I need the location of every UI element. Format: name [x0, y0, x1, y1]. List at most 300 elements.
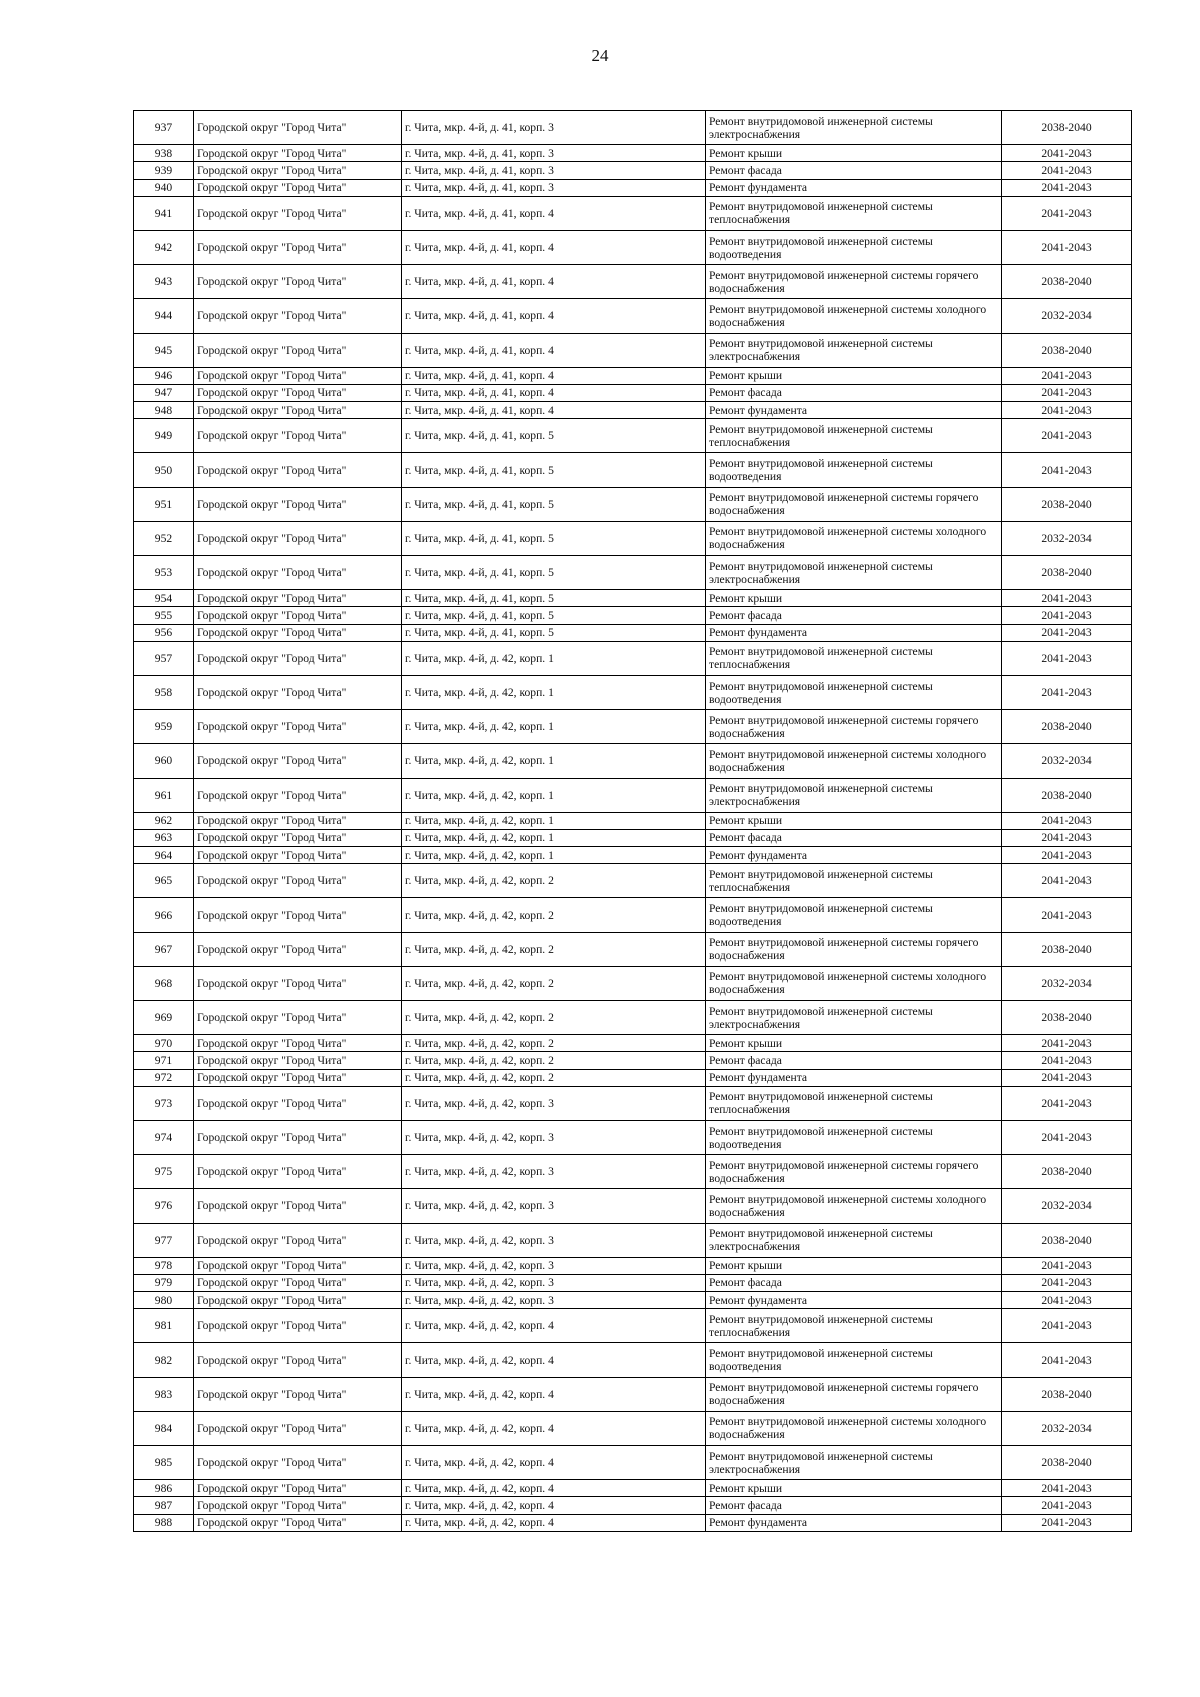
municipality-cell: Городской округ "Город Чита" [194, 1035, 402, 1052]
work-type-cell: Ремонт фасада [706, 162, 1002, 179]
address-cell: г. Чита, мкр. 4-й, д. 42, корп. 4 [402, 1480, 706, 1497]
work-type-cell: Ремонт внутридомовой инженерной системы электроснабжения [706, 1223, 1002, 1257]
municipality-cell: Городской округ "Город Чита" [194, 1120, 402, 1154]
municipality-cell: Городской округ "Город Чита" [194, 556, 402, 590]
table-row [134, 1001, 1132, 1035]
row-number-cell: 981 [134, 1309, 194, 1343]
address-cell: г. Чита, мкр. 4-й, д. 42, корп. 1 [402, 675, 706, 709]
address-cell: г. Чита, мкр. 4-й, д. 41, корп. 5 [402, 607, 706, 624]
period-cell: 2032-2034 [1002, 299, 1132, 333]
address-cell: г. Чита, мкр. 4-й, д. 41, корп. 4 [402, 265, 706, 299]
period-cell: 2038-2040 [1002, 333, 1132, 367]
row-number-cell: 964 [134, 847, 194, 864]
work-type-cell: Ремонт внутридомовой инженерной системы электроснабжения [706, 333, 1002, 367]
municipality-cell: Городской округ "Город Чита" [194, 812, 402, 829]
period-cell: 2038-2040 [1002, 1223, 1132, 1257]
table-row [134, 162, 1132, 179]
row-number-cell: 969 [134, 1001, 194, 1035]
period-cell: 2038-2040 [1002, 487, 1132, 521]
work-type-cell: Ремонт крыши [706, 1480, 1002, 1497]
municipality-cell: Городской округ "Город Чита" [194, 367, 402, 384]
work-type-cell: Ремонт фасада [706, 1052, 1002, 1069]
work-type-cell: Ремонт внутридомовой инженерной системы холодного водоснабжения [706, 299, 1002, 333]
address-cell: г. Чита, мкр. 4-й, д. 42, корп. 1 [402, 744, 706, 778]
work-type-cell: Ремонт внутридомовой инженерной системы теплоснабжения [706, 1309, 1002, 1343]
row-number-cell: 980 [134, 1292, 194, 1309]
work-type-cell: Ремонт фасада [706, 607, 1002, 624]
period-cell: 2038-2040 [1002, 1377, 1132, 1411]
table-row [134, 778, 1132, 812]
period-cell: 2041-2043 [1002, 1497, 1132, 1514]
period-cell: 2041-2043 [1002, 1343, 1132, 1377]
address-cell: г. Чита, мкр. 4-й, д. 42, корп. 4 [402, 1377, 706, 1411]
address-cell: г. Чита, мкр. 4-й, д. 42, корп. 2 [402, 864, 706, 898]
work-type-cell: Ремонт внутридомовой инженерной системы водоотведения [706, 230, 1002, 264]
row-number-cell: 970 [134, 1035, 194, 1052]
municipality-cell: Городской округ "Город Чита" [194, 1086, 402, 1120]
period-cell: 2038-2040 [1002, 710, 1132, 744]
municipality-cell: Городской округ "Город Чита" [194, 1411, 402, 1445]
address-cell: г. Чита, мкр. 4-й, д. 42, корп. 4 [402, 1514, 706, 1531]
period-cell: 2041-2043 [1002, 367, 1132, 384]
period-cell: 2038-2040 [1002, 1155, 1132, 1189]
table-row [134, 932, 1132, 966]
work-type-cell: Ремонт внутридомовой инженерной системы теплоснабжения [706, 864, 1002, 898]
municipality-cell: Городской округ "Город Чита" [194, 265, 402, 299]
period-cell: 2041-2043 [1002, 864, 1132, 898]
table-row [134, 333, 1132, 367]
period-cell: 2041-2043 [1002, 1035, 1132, 1052]
page-number: 24 [591, 46, 609, 65]
row-number-cell: 977 [134, 1223, 194, 1257]
row-number-cell: 938 [134, 145, 194, 162]
address-cell: г. Чита, мкр. 4-й, д. 41, корп. 4 [402, 384, 706, 401]
table-row [134, 1155, 1132, 1189]
row-number-cell: 983 [134, 1377, 194, 1411]
address-cell: г. Чита, мкр. 4-й, д. 41, корп. 5 [402, 453, 706, 487]
row-number-cell: 988 [134, 1514, 194, 1531]
address-cell: г. Чита, мкр. 4-й, д. 42, корп. 1 [402, 812, 706, 829]
table-row [134, 1309, 1132, 1343]
municipality-cell: Городской округ "Город Чита" [194, 1309, 402, 1343]
work-type-cell: Ремонт внутридомовой инженерной системы холодного водоснабжения [706, 744, 1002, 778]
table-row [134, 590, 1132, 607]
work-type-cell: Ремонт внутридомовой инженерной системы водоотведения [706, 898, 1002, 932]
table-row [134, 1497, 1132, 1514]
address-cell: г. Чита, мкр. 4-й, д. 42, корп. 3 [402, 1292, 706, 1309]
address-cell: г. Чита, мкр. 4-й, д. 42, корп. 3 [402, 1120, 706, 1154]
period-cell: 2038-2040 [1002, 556, 1132, 590]
period-cell: 2032-2034 [1002, 966, 1132, 1000]
address-cell: г. Чита, мкр. 4-й, д. 42, корп. 1 [402, 829, 706, 846]
table-row [134, 829, 1132, 846]
work-type-cell: Ремонт внутридомовой инженерной системы горячего водоснабжения [706, 487, 1002, 521]
row-number-cell: 955 [134, 607, 194, 624]
work-type-cell: Ремонт внутридомовой инженерной системы холодного водоснабжения [706, 1411, 1002, 1445]
period-cell: 2041-2043 [1002, 162, 1132, 179]
table-row [134, 1120, 1132, 1154]
address-cell: г. Чита, мкр. 4-й, д. 42, корп. 2 [402, 1035, 706, 1052]
row-number-cell: 956 [134, 624, 194, 641]
work-type-cell: Ремонт внутридомовой инженерной системы электроснабжения [706, 111, 1002, 145]
period-cell: 2041-2043 [1002, 453, 1132, 487]
row-number-cell: 963 [134, 829, 194, 846]
period-cell: 2041-2043 [1002, 641, 1132, 675]
table-row [134, 111, 1132, 145]
work-type-cell: Ремонт внутридомовой инженерной системы водоотведения [706, 675, 1002, 709]
address-cell: г. Чита, мкр. 4-й, д. 42, корп. 1 [402, 847, 706, 864]
municipality-cell: Городской округ "Город Чита" [194, 402, 402, 419]
municipality-cell: Городской округ "Город Чита" [194, 487, 402, 521]
municipality-cell: Городской округ "Город Чита" [194, 1189, 402, 1223]
period-cell: 2041-2043 [1002, 1120, 1132, 1154]
period-cell: 2041-2043 [1002, 624, 1132, 641]
table-row [134, 384, 1132, 401]
address-cell: г. Чита, мкр. 4-й, д. 41, корп. 4 [402, 299, 706, 333]
work-type-cell: Ремонт крыши [706, 1035, 1002, 1052]
work-type-cell: Ремонт внутридомовой инженерной системы электроснабжения [706, 1446, 1002, 1480]
address-cell: г. Чита, мкр. 4-й, д. 41, корп. 5 [402, 487, 706, 521]
table-row [134, 521, 1132, 555]
municipality-cell: Городской округ "Город Чита" [194, 1446, 402, 1480]
address-cell: г. Чита, мкр. 4-й, д. 42, корп. 4 [402, 1497, 706, 1514]
work-type-cell: Ремонт фундамента [706, 624, 1002, 641]
work-type-cell: Ремонт внутридомовой инженерной системы электроснабжения [706, 556, 1002, 590]
table-body [134, 111, 1132, 1532]
municipality-cell: Городской округ "Город Чита" [194, 641, 402, 675]
table-row [134, 265, 1132, 299]
municipality-cell: Городской округ "Город Чита" [194, 1292, 402, 1309]
row-number-cell: 979 [134, 1274, 194, 1291]
row-number-cell: 967 [134, 932, 194, 966]
table-row [134, 641, 1132, 675]
row-number-cell: 966 [134, 898, 194, 932]
municipality-cell: Городской округ "Город Чита" [194, 521, 402, 555]
row-number-cell: 974 [134, 1120, 194, 1154]
address-cell: г. Чита, мкр. 4-й, д. 41, корп. 5 [402, 521, 706, 555]
address-cell: г. Чита, мкр. 4-й, д. 42, корп. 2 [402, 1001, 706, 1035]
table-row [134, 1514, 1132, 1531]
repair-schedule-table [133, 110, 1132, 1532]
municipality-cell: Городской округ "Город Чита" [194, 966, 402, 1000]
table-row [134, 299, 1132, 333]
address-cell: г. Чита, мкр. 4-й, д. 41, корп. 3 [402, 179, 706, 196]
address-cell: г. Чита, мкр. 4-й, д. 42, корп. 2 [402, 1069, 706, 1086]
period-cell: 2041-2043 [1002, 1480, 1132, 1497]
row-number-cell: 976 [134, 1189, 194, 1223]
address-cell: г. Чита, мкр. 4-й, д. 41, корп. 4 [402, 333, 706, 367]
period-cell: 2041-2043 [1002, 590, 1132, 607]
address-cell: г. Чита, мкр. 4-й, д. 41, корп. 5 [402, 556, 706, 590]
work-type-cell: Ремонт внутридомовой инженерной системы водоотведения [706, 453, 1002, 487]
table-row [134, 1292, 1132, 1309]
work-type-cell: Ремонт фундамента [706, 847, 1002, 864]
table-row [134, 710, 1132, 744]
table-row [134, 402, 1132, 419]
period-cell: 2038-2040 [1002, 111, 1132, 145]
row-number-cell: 939 [134, 162, 194, 179]
municipality-cell: Городской округ "Город Чита" [194, 1155, 402, 1189]
table-row [134, 453, 1132, 487]
table-row [134, 1446, 1132, 1480]
municipality-cell: Городской округ "Город Чита" [194, 1377, 402, 1411]
municipality-cell: Городской округ "Город Чита" [194, 624, 402, 641]
work-type-cell: Ремонт внутридомовой инженерной системы водоотведения [706, 1343, 1002, 1377]
table-row [134, 1069, 1132, 1086]
period-cell: 2041-2043 [1002, 179, 1132, 196]
row-number-cell: 960 [134, 744, 194, 778]
address-cell: г. Чита, мкр. 4-й, д. 42, корп. 2 [402, 1052, 706, 1069]
address-cell: г. Чита, мкр. 4-й, д. 41, корп. 4 [402, 230, 706, 264]
municipality-cell: Городской округ "Город Чита" [194, 453, 402, 487]
municipality-cell: Городской округ "Город Чита" [194, 145, 402, 162]
municipality-cell: Городской округ "Город Чита" [194, 1223, 402, 1257]
address-cell: г. Чита, мкр. 4-й, д. 42, корп. 3 [402, 1223, 706, 1257]
municipality-cell: Городской округ "Город Чита" [194, 1001, 402, 1035]
work-type-cell: Ремонт внутридомовой инженерной системы горячего водоснабжения [706, 265, 1002, 299]
municipality-cell: Городской округ "Город Чита" [194, 333, 402, 367]
work-type-cell: Ремонт крыши [706, 1257, 1002, 1274]
municipality-cell: Городской округ "Город Чита" [194, 162, 402, 179]
period-cell: 2038-2040 [1002, 932, 1132, 966]
row-number-cell: 975 [134, 1155, 194, 1189]
municipality-cell: Городской округ "Город Чита" [194, 1514, 402, 1531]
municipality-cell: Городской округ "Город Чита" [194, 710, 402, 744]
work-type-cell: Ремонт внутридомовой инженерной системы электроснабжения [706, 1001, 1002, 1035]
table-row [134, 1052, 1132, 1069]
address-cell: г. Чита, мкр. 4-й, д. 42, корп. 4 [402, 1446, 706, 1480]
table-row [134, 230, 1132, 264]
address-cell: г. Чита, мкр. 4-й, д. 42, корп. 2 [402, 898, 706, 932]
address-cell: г. Чита, мкр. 4-й, д. 42, корп. 3 [402, 1189, 706, 1223]
work-type-cell: Ремонт внутридомовой инженерной системы горячего водоснабжения [706, 932, 1002, 966]
row-number-cell: 941 [134, 196, 194, 230]
work-type-cell: Ремонт внутридомовой инженерной системы горячего водоснабжения [706, 710, 1002, 744]
period-cell: 2041-2043 [1002, 1274, 1132, 1291]
address-cell: г. Чита, мкр. 4-й, д. 41, корп. 5 [402, 419, 706, 453]
row-number-cell: 951 [134, 487, 194, 521]
municipality-cell: Городской округ "Город Чита" [194, 230, 402, 264]
work-type-cell: Ремонт фасада [706, 1497, 1002, 1514]
row-number-cell: 953 [134, 556, 194, 590]
period-cell: 2041-2043 [1002, 384, 1132, 401]
work-type-cell: Ремонт крыши [706, 367, 1002, 384]
period-cell: 2032-2034 [1002, 1189, 1132, 1223]
address-cell: г. Чита, мкр. 4-й, д. 41, корп. 4 [402, 196, 706, 230]
work-type-cell: Ремонт фундамента [706, 1292, 1002, 1309]
row-number-cell: 961 [134, 778, 194, 812]
period-cell: 2041-2043 [1002, 607, 1132, 624]
period-cell: 2032-2034 [1002, 1411, 1132, 1445]
table-row [134, 145, 1132, 162]
work-type-cell: Ремонт фундамента [706, 1069, 1002, 1086]
period-cell: 2041-2043 [1002, 196, 1132, 230]
row-number-cell: 949 [134, 419, 194, 453]
work-type-cell: Ремонт внутридомовой инженерной системы горячего водоснабжения [706, 1377, 1002, 1411]
period-cell: 2038-2040 [1002, 1446, 1132, 1480]
row-number-cell: 987 [134, 1497, 194, 1514]
work-type-cell: Ремонт внутридомовой инженерной системы холодного водоснабжения [706, 521, 1002, 555]
period-cell: 2041-2043 [1002, 1292, 1132, 1309]
work-type-cell: Ремонт внутридомовой инженерной системы горячего водоснабжения [706, 1155, 1002, 1189]
address-cell: г. Чита, мкр. 4-й, д. 42, корп. 3 [402, 1257, 706, 1274]
row-number-cell: 947 [134, 384, 194, 401]
row-number-cell: 954 [134, 590, 194, 607]
work-type-cell: Ремонт внутридомовой инженерной системы электроснабжения [706, 778, 1002, 812]
period-cell: 2032-2034 [1002, 744, 1132, 778]
period-cell: 2041-2043 [1002, 812, 1132, 829]
table-row [134, 487, 1132, 521]
table-row [134, 624, 1132, 641]
table-row [134, 675, 1132, 709]
period-cell: 2041-2043 [1002, 145, 1132, 162]
table-row [134, 367, 1132, 384]
table-row [134, 179, 1132, 196]
address-cell: г. Чита, мкр. 4-й, д. 42, корп. 4 [402, 1411, 706, 1445]
municipality-cell: Городской округ "Город Чита" [194, 778, 402, 812]
work-type-cell: Ремонт внутридомовой инженерной системы водоотведения [706, 1120, 1002, 1154]
municipality-cell: Городской округ "Город Чита" [194, 299, 402, 333]
address-cell: г. Чита, мкр. 4-й, д. 42, корп. 1 [402, 641, 706, 675]
row-number-cell: 972 [134, 1069, 194, 1086]
table-row [134, 898, 1132, 932]
work-type-cell: Ремонт внутридомовой инженерной системы теплоснабжения [706, 196, 1002, 230]
row-number-cell: 942 [134, 230, 194, 264]
work-type-cell: Ремонт фасада [706, 384, 1002, 401]
work-type-cell: Ремонт внутридомовой инженерной системы холодного водоснабжения [706, 966, 1002, 1000]
table-row [134, 744, 1132, 778]
table-row [134, 556, 1132, 590]
table-row [134, 1480, 1132, 1497]
period-cell: 2041-2043 [1002, 1309, 1132, 1343]
row-number-cell: 952 [134, 521, 194, 555]
period-cell: 2041-2043 [1002, 675, 1132, 709]
period-cell: 2041-2043 [1002, 1086, 1132, 1120]
municipality-cell: Городской округ "Город Чита" [194, 179, 402, 196]
work-type-cell: Ремонт внутридомовой инженерной системы теплоснабжения [706, 641, 1002, 675]
period-cell: 2038-2040 [1002, 265, 1132, 299]
row-number-cell: 971 [134, 1052, 194, 1069]
table-row [134, 812, 1132, 829]
period-cell: 2041-2043 [1002, 230, 1132, 264]
period-cell: 2041-2043 [1002, 847, 1132, 864]
address-cell: г. Чита, мкр. 4-й, д. 41, корп. 5 [402, 590, 706, 607]
address-cell: г. Чита, мкр. 4-й, д. 41, корп. 3 [402, 145, 706, 162]
work-type-cell: Ремонт внутридомовой инженерной системы холодного водоснабжения [706, 1189, 1002, 1223]
address-cell: г. Чита, мкр. 4-й, д. 41, корп. 4 [402, 367, 706, 384]
municipality-cell: Городской округ "Город Чита" [194, 1257, 402, 1274]
work-type-cell: Ремонт крыши [706, 812, 1002, 829]
table-row [134, 1257, 1132, 1274]
municipality-cell: Городской округ "Город Чита" [194, 829, 402, 846]
period-cell: 2041-2043 [1002, 1069, 1132, 1086]
table-row [134, 847, 1132, 864]
work-type-cell: Ремонт крыши [706, 590, 1002, 607]
table-row [134, 1411, 1132, 1445]
row-number-cell: 965 [134, 864, 194, 898]
municipality-cell: Городской округ "Город Чита" [194, 675, 402, 709]
row-number-cell: 962 [134, 812, 194, 829]
work-type-cell: Ремонт фасада [706, 829, 1002, 846]
period-cell: 2041-2043 [1002, 898, 1132, 932]
table-row [134, 1189, 1132, 1223]
municipality-cell: Городской округ "Город Чита" [194, 1497, 402, 1514]
period-cell: 2038-2040 [1002, 1001, 1132, 1035]
table-row [134, 196, 1132, 230]
address-cell: г. Чита, мкр. 4-й, д. 42, корп. 2 [402, 966, 706, 1000]
table-row [134, 607, 1132, 624]
period-cell: 2041-2043 [1002, 829, 1132, 846]
work-type-cell: Ремонт фундамента [706, 179, 1002, 196]
address-cell: г. Чита, мкр. 4-й, д. 41, корп. 4 [402, 402, 706, 419]
municipality-cell: Городской округ "Город Чита" [194, 1343, 402, 1377]
row-number-cell: 973 [134, 1086, 194, 1120]
row-number-cell: 943 [134, 265, 194, 299]
table-row [134, 966, 1132, 1000]
municipality-cell: Городской округ "Город Чита" [194, 932, 402, 966]
municipality-cell: Городской округ "Город Чита" [194, 196, 402, 230]
work-type-cell: Ремонт фасада [706, 1274, 1002, 1291]
work-type-cell: Ремонт фундамента [706, 1514, 1002, 1531]
period-cell: 2041-2043 [1002, 402, 1132, 419]
table-row [134, 1343, 1132, 1377]
municipality-cell: Городской округ "Город Чита" [194, 1069, 402, 1086]
row-number-cell: 968 [134, 966, 194, 1000]
work-type-cell: Ремонт внутридомовой инженерной системы теплоснабжения [706, 1086, 1002, 1120]
municipality-cell: Городской округ "Город Чита" [194, 744, 402, 778]
row-number-cell: 950 [134, 453, 194, 487]
row-number-cell: 986 [134, 1480, 194, 1497]
row-number-cell: 944 [134, 299, 194, 333]
row-number-cell: 957 [134, 641, 194, 675]
municipality-cell: Городской округ "Город Чита" [194, 111, 402, 145]
municipality-cell: Городской округ "Город Чита" [194, 1480, 402, 1497]
period-cell: 2038-2040 [1002, 778, 1132, 812]
address-cell: г. Чита, мкр. 4-й, д. 42, корп. 4 [402, 1309, 706, 1343]
municipality-cell: Городской округ "Город Чита" [194, 1274, 402, 1291]
period-cell: 2041-2043 [1002, 1052, 1132, 1069]
address-cell: г. Чита, мкр. 4-й, д. 42, корп. 3 [402, 1274, 706, 1291]
table-row [134, 419, 1132, 453]
row-number-cell: 948 [134, 402, 194, 419]
row-number-cell: 940 [134, 179, 194, 196]
table-row [134, 1274, 1132, 1291]
period-cell: 2041-2043 [1002, 1514, 1132, 1531]
municipality-cell: Городской округ "Город Чита" [194, 384, 402, 401]
work-type-cell: Ремонт внутридомовой инженерной системы теплоснабжения [706, 419, 1002, 453]
address-cell: г. Чита, мкр. 4-й, д. 42, корп. 3 [402, 1155, 706, 1189]
municipality-cell: Городской округ "Город Чита" [194, 847, 402, 864]
row-number-cell: 959 [134, 710, 194, 744]
table-row [134, 864, 1132, 898]
row-number-cell: 978 [134, 1257, 194, 1274]
address-cell: г. Чита, мкр. 4-й, д. 42, корп. 3 [402, 1086, 706, 1120]
row-number-cell: 984 [134, 1411, 194, 1445]
period-cell: 2041-2043 [1002, 419, 1132, 453]
municipality-cell: Городской округ "Город Чита" [194, 864, 402, 898]
row-number-cell: 958 [134, 675, 194, 709]
municipality-cell: Городской округ "Город Чита" [194, 607, 402, 624]
address-cell: г. Чита, мкр. 4-й, д. 42, корп. 1 [402, 710, 706, 744]
work-type-cell: Ремонт крыши [706, 145, 1002, 162]
municipality-cell: Городской округ "Город Чита" [194, 1052, 402, 1069]
period-cell: 2032-2034 [1002, 521, 1132, 555]
table-row [134, 1223, 1132, 1257]
row-number-cell: 945 [134, 333, 194, 367]
address-cell: г. Чита, мкр. 4-й, д. 41, корп. 3 [402, 162, 706, 179]
row-number-cell: 937 [134, 111, 194, 145]
address-cell: г. Чита, мкр. 4-й, д. 42, корп. 4 [402, 1343, 706, 1377]
